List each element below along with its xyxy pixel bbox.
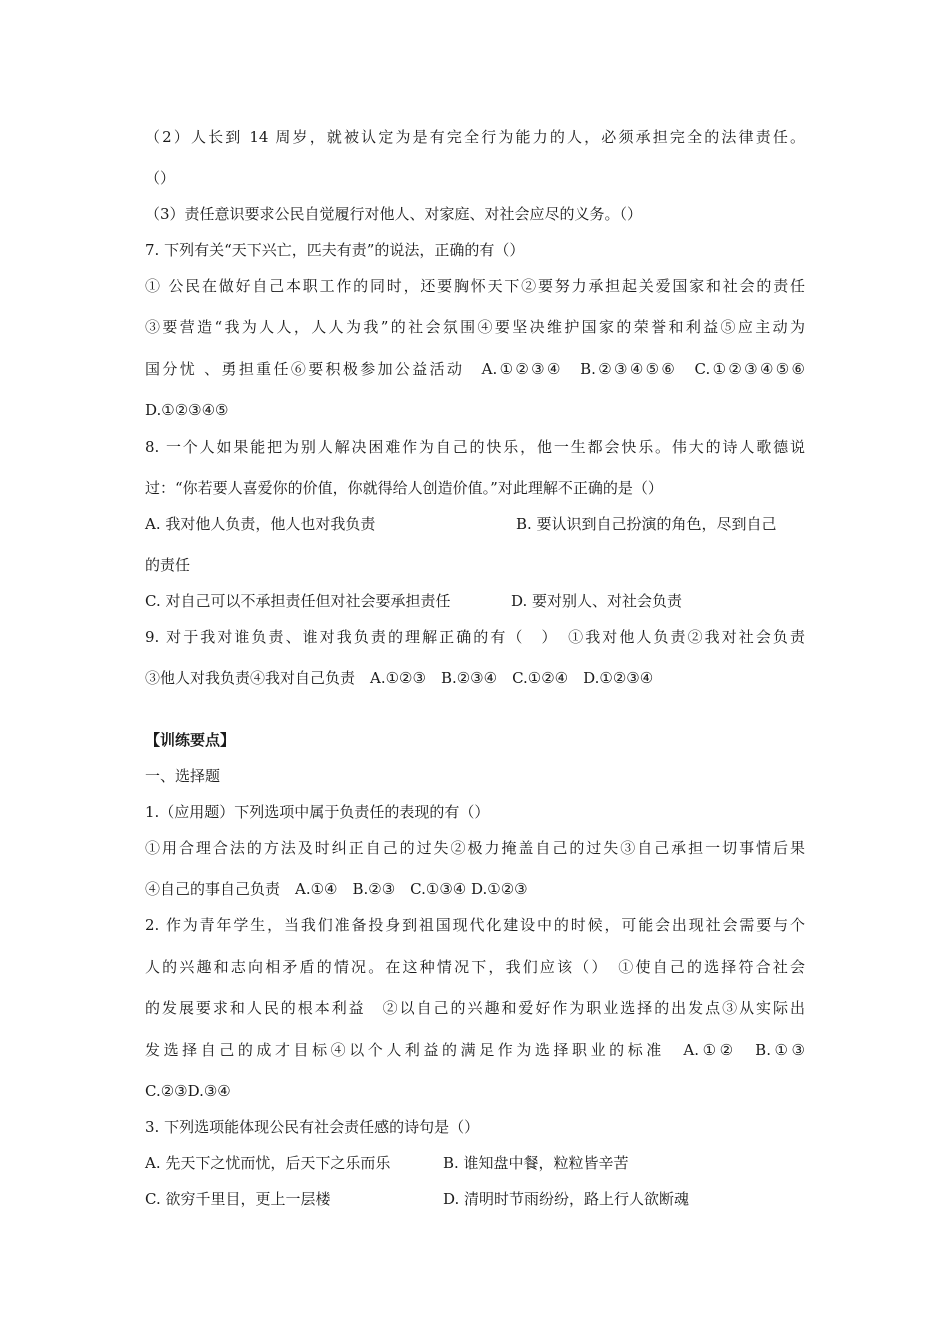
question-1: 1.（应用题）下列选项中属于负责任的表现的有（） <box>145 803 490 821</box>
text-line: （） <box>145 169 176 187</box>
text-line: ④自己的事自己负责 A.①④ B.②③ C.①③④ D.①②③ <box>145 880 528 898</box>
option-a: A. 先天下之忧而忧，后天下之乐而乐 <box>145 1154 391 1172</box>
subsection-title: 一、选择题 <box>145 767 221 785</box>
text-line: ③要营造“我为人人，人人为我”的社会氛围④要坚决维护国家的荣誉和利益⑤应主动为 <box>145 318 805 336</box>
text-line: ①用合理合法的方法及时纠正自己的过失②极力掩盖自己的过失③自己承担一切事情后果 <box>145 839 805 857</box>
question-8: 8. 一个人如果能把为别人解决困难作为自己的快乐，他一生都会快乐。伟大的诗人歌德说 <box>145 438 805 456</box>
text-line: 发选择自己的成才目标④以个人利益的满足作为选择职业的标准 A.①② B.①③ <box>145 1041 805 1059</box>
text-line: （2）人长到 14 周岁，就被认定为是有完全行为能力的人，必须承担完全的法律责任。 <box>145 128 805 146</box>
text-line: 过：“你若要人喜爱你的价值，你就得给人创造价值。”对此理解不正确的是（） <box>145 479 663 497</box>
section-heading: 【训练要点】 <box>145 731 236 749</box>
option-b: B. 谁知盘中餐，粒粒皆辛苦 <box>443 1154 629 1172</box>
option-d: D. 要对别人、对社会负责 <box>511 592 683 610</box>
question-3: 3. 下列选项能体现公民有社会责任感的诗句是（） <box>145 1118 480 1136</box>
question-7: 7. 下列有关“天下兴亡，匹夫有责”的说法，正确的有（） <box>145 241 525 259</box>
option-c: C. 对自己可以不承担责任但对社会要承担责任 <box>145 592 451 610</box>
question-9: 9. 对于我对谁负责、谁对我负责的理解正确的有（ ） ①我对他人负责②我对社会负责 <box>145 628 805 646</box>
option-a: A. 我对他人负责，他人也对我负责 <box>145 515 376 533</box>
text-line: ③他人对我负责④我对自己负责 A.①②③ B.②③④ C.①②④ D.①②③④ <box>145 669 654 687</box>
text-line: D.①②③④⑤ <box>145 401 229 419</box>
text-line: ① 公民在做好自己本职工作的同时，还要胸怀天下②要努力承担起关爱国家和社会的责任 <box>145 277 805 295</box>
text-line: 的发展要求和人民的根本利益 ②以自己的兴趣和爱好作为职业选择的出发点③从实际出 <box>145 999 805 1017</box>
text-line: C.②③D.③④ <box>145 1082 231 1100</box>
text-line: 国分忧 、勇担重任⑥要积极参加公益活动 A.①②③④ B.②③④⑤⑥ C.①②③④⑤⑥ <box>145 360 805 378</box>
text-line: 的责任 <box>145 556 191 574</box>
option-b: B. 要认识到自己扮演的角色，尽到自己 <box>516 515 777 533</box>
option-d: D. 清明时节雨纷纷，路上行人欲断魂 <box>443 1190 690 1208</box>
question-2: 2. 作为青年学生，当我们准备投身到祖国现代化建设中的时候，可能会出现社会需要与个 <box>145 916 805 934</box>
text-line: 人的兴趣和志向相矛盾的情况。在这种情况下，我们应该（） ①使自己的选择符合社会 <box>145 958 805 976</box>
option-c: C. 欲穷千里目，更上一层楼 <box>145 1190 331 1208</box>
text-line: （3）责任意识要求公民自觉履行对他人、对家庭、对社会应尽的义务。（） <box>145 205 643 223</box>
